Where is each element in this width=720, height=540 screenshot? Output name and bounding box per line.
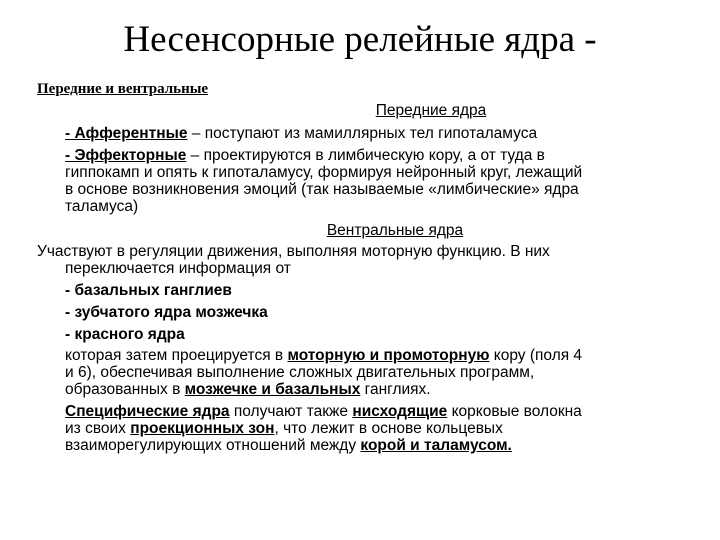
efferent-line-2: гиппокамп и опять к гипоталамусу, формируя нейронный круг, лежащий (65, 164, 583, 181)
anterior-heading: Передние ядра (375, 102, 487, 119)
efferent-line-4: таламуса) (65, 198, 139, 215)
efferent-line-3: в основе возникновения эмоций (так называемые «лимбические» ядра (65, 181, 579, 198)
ventral-heading: Вентральные ядра (326, 222, 464, 239)
afferent-text: – поступают из мамиллярных тел гипоталамуса (187, 125, 538, 142)
efferent-text: – проектируются в лимбическую кору, а от туда в (186, 147, 545, 164)
descending-term: нисходящие (352, 403, 448, 420)
projection-line-2: и 6), обеспечивая выполнение сложных двигательных программ, (65, 364, 535, 381)
afferent-term: - Афферентные (65, 125, 188, 142)
list-item: - красного ядра (65, 326, 185, 343)
specific-line-2: из своих проекционных зон, что лежит в основе кольцевых (65, 420, 503, 437)
projection-line-3: образованных в мозжечке и базальных ганглиях. (65, 381, 431, 398)
slide-subtitle: Передние и вентральные (37, 81, 209, 97)
cortex-thalamus-term: корой и таламусом (360, 437, 508, 454)
specific-line-1: Специфические ядра получают также нисходящие корковые волокна (65, 403, 582, 420)
specific-nuclei-term: Специфические ядра (65, 403, 230, 420)
cerebellum-ganglia-term: мозжечке и базальных (184, 381, 361, 398)
motor-premotor-term: моторную и промоторную (287, 347, 490, 364)
ventral-intro-1: Участвуют в регуляции движения, выполняя моторную функцию. В них (37, 243, 550, 260)
specific-line-3: взаиморегулирующих отношений между корой и таламусом. (65, 437, 512, 454)
slide-title: Несенсорные релейные ядра - (123, 19, 597, 60)
efferent-line (65, 147, 545, 165)
list-item: - зубчатого ядра мозжечка (65, 304, 268, 321)
efferent-term: - Эффекторные (65, 147, 187, 164)
ventral-intro-2: переключается информация от (65, 260, 291, 277)
list-item: - базальных ганглиев (65, 282, 232, 299)
projection-line-1: которая затем проецируется в моторную и промоторную кору (поля 4 (65, 347, 583, 364)
projection-zones-term: проекционных зон (130, 420, 275, 437)
afferent-line (65, 125, 537, 143)
